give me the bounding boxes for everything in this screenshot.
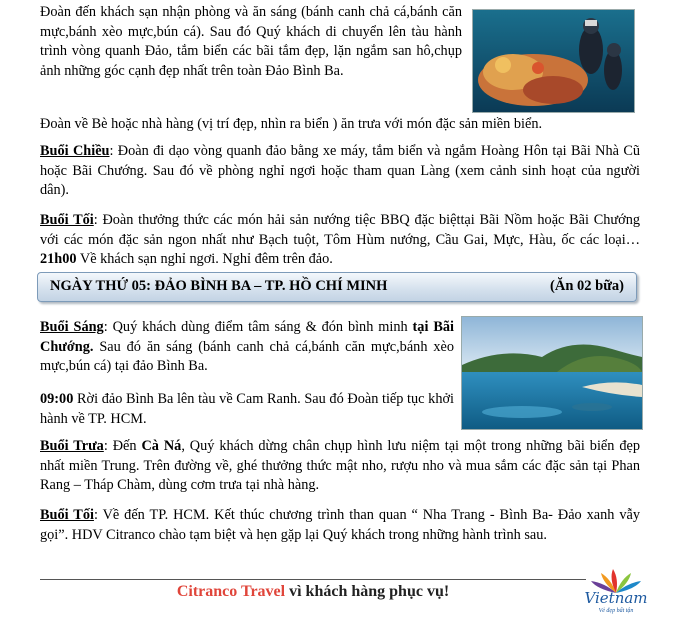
day4-afternoon-paragraph — [40, 142, 640, 201]
day5-noon-paragraph — [40, 437, 640, 496]
night-text: : Về đến TP. HCM. Kết thúc chương trình than quan “ Nha Trang - Bình Ba- Đảo xanh vẫy gọi”. HDV Citranco chào tạm biệt và hẹn gặp lại Quý khách trong những hành trình sau. — [40, 507, 640, 543]
depart-text: Rời đảo Bình Ba lên tàu về Cam Ranh. Sau đó Đoàn tiếp tục khởi hành về TP. HCM. — [40, 391, 454, 427]
day4-lunch-paragraph — [40, 115, 640, 135]
footer-brand: Citranco Travel — [176, 583, 286, 600]
day4-intro-paragraph — [40, 3, 462, 81]
morning-label: Buổi Sáng — [40, 319, 104, 335]
day4-lunch-text: Đoàn về Bè hoặc nhà hàng (vị trí đẹp, nhìn ra biển ) ăn trưa với món đặc sản miền biển. — [40, 116, 543, 132]
day4-intro-text: Đoàn đến khách sạn nhận phòng và ăn sáng (bánh canh chả cá,bánh căn mực,bánh xèo mực,bún cá). Sau đó Quý khách di chuyển lên tàu hành trình vòng quanh Đảo, tắm biển các bãi tắm đẹp, lặn ngắm san hô,chụp ảnh những góc cạnh đẹp nhất trên toàn Đảo Bình Ba. — [40, 4, 462, 79]
noon-place: Cà Ná — [141, 438, 182, 454]
morning-rest-text: Sau đó ăn sáng (bánh canh chả cá,bánh căn mực,bánh xèo mực,bún cá) tại đảo Bình Ba. — [40, 338, 454, 374]
evening-text: : Đoàn thưởng thức các món hải sản nướng tiệc BBQ đặc biệttại Bãi Nồm hoặc Bãi Chướng với các món đặc sản ngon nhất như Bạch tuột, Tôm Hùm nướng, Cầu Gai, Mực, Hàu, ốc các loại… — [40, 212, 640, 248]
day5-morning-paragraph — [40, 318, 454, 377]
noon-label: Buổi Trưa — [40, 438, 104, 454]
morning-place: tại Bãi Chướng. — [40, 319, 454, 355]
day5-meals: (Ăn 02 bữa) — [550, 278, 624, 294]
depart-time: 09:00 — [40, 391, 74, 407]
island-photo-image — [462, 317, 642, 429]
morning-text: : Quý khách dùng điểm tâm sáng & đón bình minh — [103, 319, 413, 335]
afternoon-label: Buổi Chiều — [40, 143, 110, 159]
day5-title: NGÀY THỨ 05: ĐẢO BÌNH BA – TP. HỒ CHÍ MINH — [50, 278, 388, 294]
footer-divider — [40, 579, 586, 580]
day5-header-bar — [37, 272, 637, 302]
noon-pre-text: : Đến — [103, 438, 142, 454]
vietnam-tourism-logo — [583, 567, 649, 625]
logo-subtext: Vẻ đẹp bất tận — [598, 608, 634, 614]
footer-slogan — [40, 583, 586, 601]
evening-end-text: Về khách sạn nghỉ ngơi. Nghỉ đêm trên đảo. — [76, 251, 333, 267]
night-label: Buổi Tối — [40, 507, 94, 523]
logo-text: Vietnam — [584, 589, 648, 607]
footer-tagline: vì khách hàng phục vụ! — [285, 583, 450, 600]
evening-label: Buổi Tối — [40, 212, 94, 228]
day4-evening-paragraph — [40, 211, 640, 270]
diving-photo — [472, 9, 635, 113]
evening-time: 21h00 — [40, 251, 77, 267]
noon-text: , Quý khách dừng chân chụp hình lưu niệm tại một trong những bãi biển đẹp nhất miền Trung. Trên đường về, ghé thưởng thức mật nho, rượu nho và mua sắm các đặc sản tại Phan Rang – Tháp Chàm, dùng cơm trưa tại nhà hàng. — [40, 438, 640, 493]
island-photo — [461, 316, 643, 430]
day5-night-paragraph — [40, 506, 640, 545]
day5-depart-paragraph — [40, 390, 454, 429]
afternoon-text: : Đoàn đi dạo vòng quanh đảo bằng xe máy, tắm biển và ngắm Hoàng Hôn tại Bãi Nhà Cũ hoặc Bãi Chướng. Sau đó về phòng nghỉ ngơi hoặc tham quan Làng (xem cảnh sinh hoạt của người dân). — [40, 143, 641, 198]
diving-photo-image — [473, 10, 634, 112]
